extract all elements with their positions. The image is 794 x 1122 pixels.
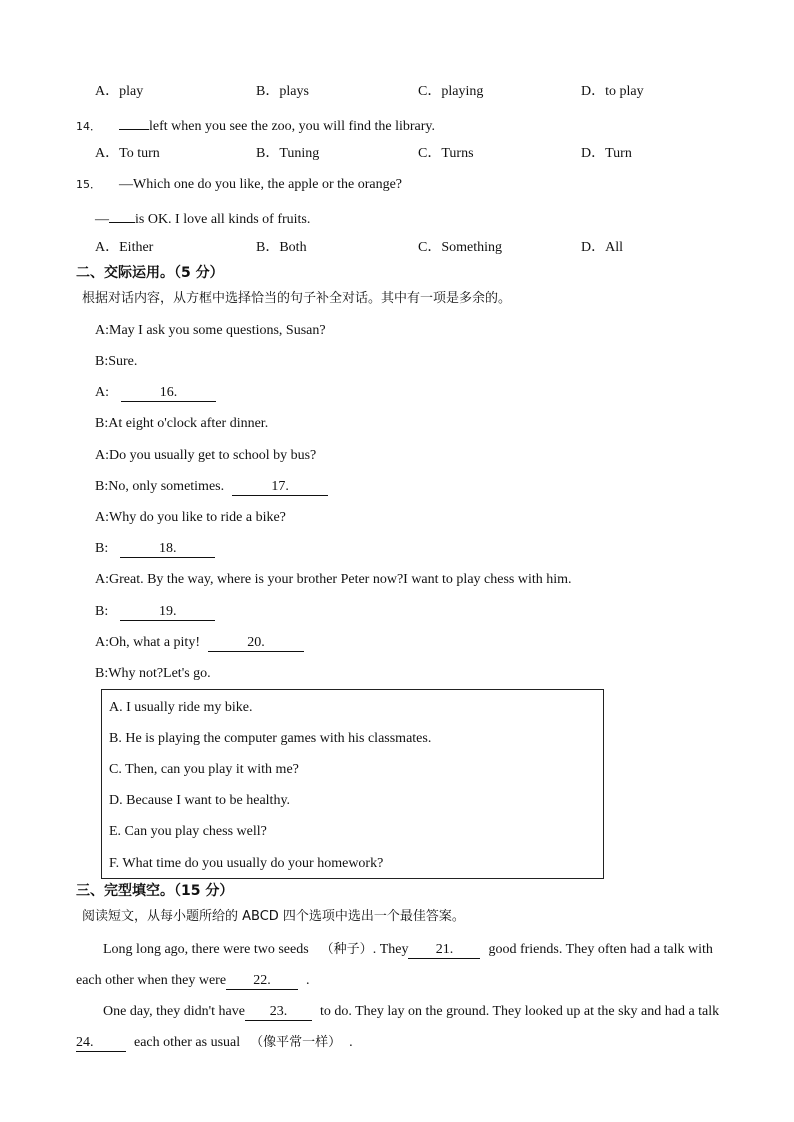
blank-18[interactable]: 18. xyxy=(120,541,215,558)
dialogue-line-2: B:Sure. xyxy=(95,354,138,369)
q13-option-b xyxy=(256,83,309,101)
question-text: —Which one do you like, the apple or the orange? xyxy=(119,177,403,192)
q13-option-a xyxy=(95,83,143,101)
blank-16[interactable]: 16. xyxy=(121,385,216,402)
q14-option-a xyxy=(95,145,160,163)
speaker-label: B: xyxy=(95,541,109,556)
q14-stem xyxy=(76,114,435,136)
blank-17[interactable]: 17. xyxy=(232,479,328,496)
passage-text: . xyxy=(349,1035,353,1050)
box-option-d: D. Because I want to be healthy. xyxy=(109,793,291,808)
option-text: to play xyxy=(605,84,644,99)
dialogue-line-9: A:Great. By the way, where is your brother Peter now?I want to play chess with him. xyxy=(95,572,572,587)
passage-line-2 xyxy=(76,972,310,990)
blank-20[interactable]: 20. xyxy=(208,635,304,652)
blank-19[interactable]: 19. xyxy=(120,604,215,621)
option-letter: B． xyxy=(256,240,280,255)
section3-heading: 三、完型填空。（15 分） xyxy=(76,883,234,899)
section3-instruction: 阅读短文，从每小题所给的 ABCD 四个选项中选出一个最佳答案。 xyxy=(82,909,465,924)
question-number: 15． xyxy=(76,178,101,191)
dialogue-line-6 xyxy=(95,478,328,496)
options-box xyxy=(101,689,604,879)
option-text: Either xyxy=(119,240,154,255)
passage-text: One day, they didn't have xyxy=(103,1004,245,1019)
q15-option-d xyxy=(581,239,623,257)
q14-option-d xyxy=(581,145,632,163)
passage-text: . xyxy=(306,973,310,988)
option-letter: A． xyxy=(95,84,120,99)
dialogue-text: A:Oh, what a pity! xyxy=(95,635,200,650)
option-text: play xyxy=(119,84,144,99)
option-text: playing xyxy=(441,84,484,99)
dialogue-line-10 xyxy=(95,603,215,621)
option-letter: B． xyxy=(256,146,280,161)
option-letter: C． xyxy=(418,146,442,161)
q14-option-b xyxy=(256,145,319,163)
q15-response xyxy=(95,207,310,229)
passage-text: each other as usual xyxy=(134,1035,241,1050)
passage-line-3 xyxy=(103,1003,719,1021)
q15-option-c xyxy=(418,239,502,257)
passage-text: Long long ago, there were two seeds xyxy=(103,942,309,957)
dialogue-line-7: A:Why do you like to ride a bike? xyxy=(95,510,286,525)
option-letter: A． xyxy=(95,146,120,161)
dash: — xyxy=(95,212,109,227)
q15-option-b xyxy=(256,239,307,257)
option-letter: D． xyxy=(581,146,606,161)
option-text: All xyxy=(605,240,624,255)
box-option-b: B. He is playing the computer games with his classmates. xyxy=(109,731,432,746)
option-letter: C． xyxy=(418,84,442,99)
option-text: Turns xyxy=(441,146,474,161)
option-letter: C． xyxy=(418,240,442,255)
passage-text: . They xyxy=(372,942,409,957)
option-letter: B． xyxy=(256,84,280,99)
option-text: To turn xyxy=(119,146,160,161)
option-text: Turn xyxy=(605,146,632,161)
section2-heading: 二、交际运用。（5 分） xyxy=(76,265,224,281)
blank-24[interactable]: 24. xyxy=(76,1035,126,1052)
question-text: left when you see the zoo, you will find the library. xyxy=(149,119,436,134)
dialogue-line-3 xyxy=(95,384,216,402)
q13-option-d xyxy=(581,83,644,101)
q15-option-a xyxy=(95,239,153,257)
passage-text: good friends. They often had a talk with xyxy=(488,942,713,957)
box-option-f: F. What time do you usually do your homework? xyxy=(109,856,384,871)
passage-line-1 xyxy=(103,941,713,959)
blank-23[interactable]: 23. xyxy=(245,1004,312,1021)
passage-text: to do. They lay on the ground. They looked up at the sky and had a talk xyxy=(319,1004,720,1019)
q15-stem xyxy=(76,176,402,194)
passage-line-4 xyxy=(76,1034,353,1052)
q14-option-c xyxy=(418,145,474,163)
blank-21[interactable]: 21. xyxy=(408,942,480,959)
q13-option-c xyxy=(418,83,483,101)
option-letter: D． xyxy=(581,240,606,255)
answer-blank[interactable] xyxy=(119,114,149,130)
option-text: Something xyxy=(441,240,503,255)
dialogue-line-1: A:May I ask you some questions, Susan? xyxy=(95,323,326,338)
box-option-e: E. Can you play chess well? xyxy=(109,824,267,839)
blank-22[interactable]: 22. xyxy=(226,973,298,990)
option-text: Both xyxy=(279,240,307,255)
response-text: is OK. I love all kinds of fruits. xyxy=(135,212,311,227)
dialogue-line-8 xyxy=(95,540,215,558)
dialogue-line-5: A:Do you usually get to school by bus? xyxy=(95,448,317,463)
option-letter: A． xyxy=(95,240,120,255)
section2-instruction: 根据对话内容，从方框中选择恰当的句子补全对话。其中有一项是多余的。 xyxy=(82,291,512,306)
option-text: plays xyxy=(279,84,309,99)
question-number: 14． xyxy=(76,120,101,133)
dialogue-text: B:No, only sometimes. xyxy=(95,479,225,494)
box-option-a: A. I usually ride my bike. xyxy=(109,700,253,715)
option-text: Tuning xyxy=(279,146,320,161)
box-option-c: C. Then, can you play it with me? xyxy=(109,762,299,777)
speaker-label: A: xyxy=(95,385,109,400)
option-letter: D． xyxy=(581,84,606,99)
passage-gloss: （像平常一样） xyxy=(250,1035,342,1050)
dialogue-line-4: B:At eight o'clock after dinner. xyxy=(95,416,269,431)
passage-text: each other when they were xyxy=(76,973,227,988)
speaker-label: B: xyxy=(95,604,109,619)
dialogue-line-11 xyxy=(95,634,304,652)
passage-gloss: （种子） xyxy=(320,942,373,957)
answer-blank[interactable] xyxy=(109,207,135,223)
dialogue-line-12: B:Why not?Let's go. xyxy=(95,666,211,681)
